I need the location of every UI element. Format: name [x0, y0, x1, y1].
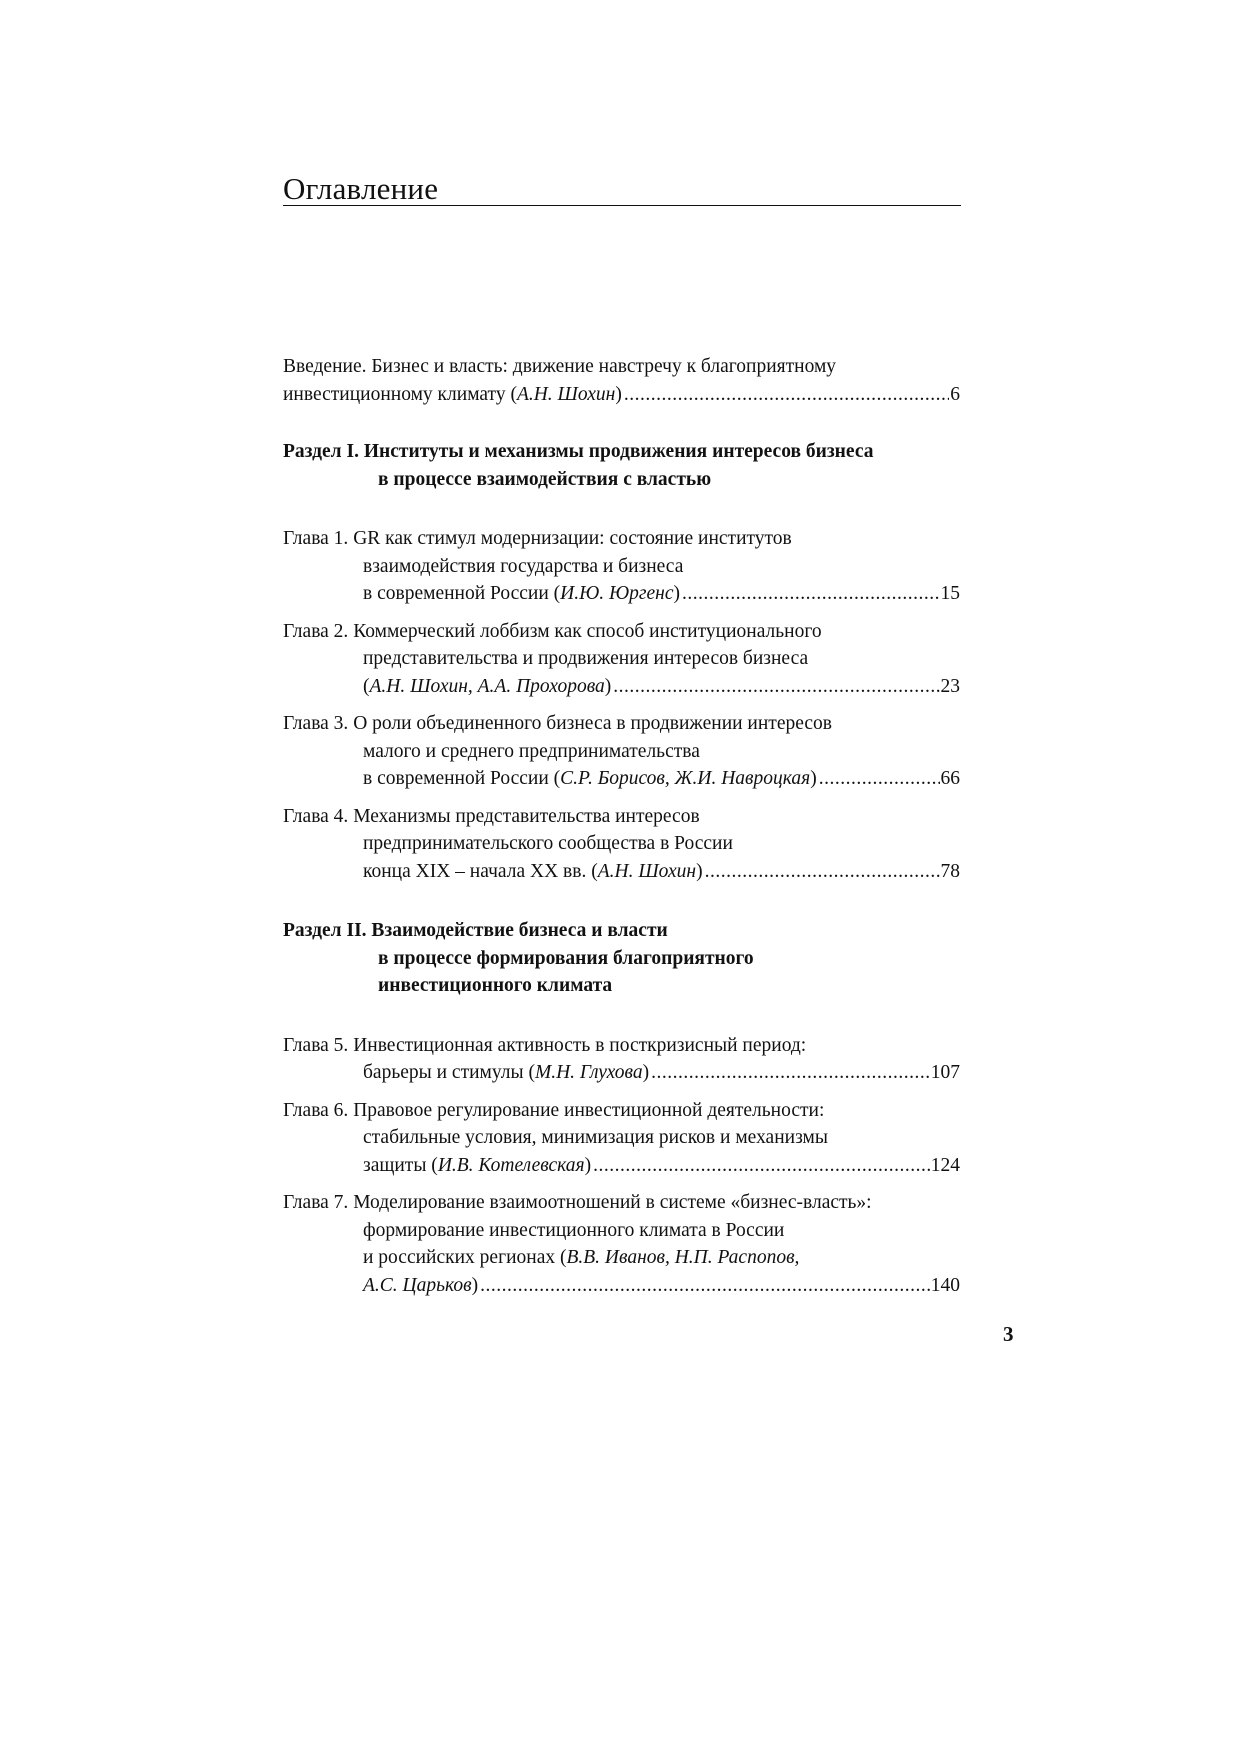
page-ref: 66	[940, 768, 960, 789]
entry-text: и российских регионах (	[363, 1247, 567, 1268]
section-label: Раздел II.	[283, 920, 367, 941]
page-number: 3	[1003, 1322, 1014, 1346]
page-ref: 15	[940, 583, 960, 604]
dot-leader	[705, 858, 940, 886]
entry-line: Введение. Бизнес и власть: движение навстречу к благоприятному	[283, 356, 837, 377]
entry-author: И.Ю. Юргенс	[560, 583, 674, 604]
dot-leader	[624, 381, 949, 409]
entry-text: формирование инвестиционного климата в России	[363, 1219, 785, 1241]
toc-entry-chapter-3[interactable]: Глава 3. О роли объединенного бизнеса в продвижении интересов малого и среднего предпринимательства в современной России (С.Р. Борисов, Ж.И. Навроцкая) ..... 66	[283, 710, 960, 793]
chapter-label: Глава 6.	[283, 1099, 349, 1121]
entry-text: GR как стимул модернизации: состояние институтов	[353, 528, 792, 549]
section-title: Институты и механизмы продвижения интересов бизнеса	[363, 441, 874, 462]
dot-leader	[682, 580, 940, 608]
entry-author: С.Р. Борисов, Ж.И. Навроцкая	[560, 768, 811, 789]
entry-author: И.В. Котелевская	[437, 1154, 585, 1176]
entry-author: В.В. Иванов, Н.П. Распопов,	[566, 1247, 800, 1268]
table-of-contents	[283, 353, 960, 1299]
page-ref: 124	[930, 1154, 960, 1176]
chapter-label: Глава 2.	[283, 620, 349, 642]
section-title: инвестиционного климата	[378, 975, 613, 996]
entry-author: А.Н. Шохин	[516, 383, 616, 405]
chapter-label: Глава 1.	[283, 528, 349, 549]
toc-entry-chapter-2[interactable]: Глава 2. Коммерческий лоббизм как способ институционального представительства и продвижения интересов бизнеса (А.Н. Шохин, А.А. Прохорова) ..... 23	[283, 618, 960, 701]
entry-text: Коммерческий лоббизм как способ институционального	[353, 620, 822, 642]
title-rule	[283, 205, 961, 206]
entry-text: Инвестиционная активность в посткризисный период:	[353, 1034, 807, 1056]
toc-entry-chapter-4[interactable]: Глава 4. Механизмы представительства интересов предпринимательского сообщества в России конца XIX – начала XX вв. (А.Н. Шохин) ..... 78	[283, 803, 960, 886]
entry-text: малого и среднего предпринимательства	[363, 740, 700, 762]
section-heading-2[interactable]	[283, 917, 960, 1000]
entry-text: Моделирование взаимоотношений в системе «бизнес-власть»:	[353, 1192, 872, 1213]
entry-text: стабильные условия, минимизация рисков и механизмы	[363, 1127, 828, 1148]
page-title: Оглавление	[283, 170, 439, 206]
entry-author: М.Н. Глухова	[534, 1062, 643, 1083]
page-ref: 107	[930, 1062, 960, 1083]
entry-text: О роли объединенного бизнеса в продвижении интересов	[353, 713, 832, 734]
page-ref: 23	[940, 675, 960, 697]
section-title: Взаимодействие бизнеса и власти	[371, 920, 668, 941]
page-ref: 78	[940, 860, 960, 882]
dot-leader	[480, 1272, 930, 1300]
toc-entry-chapter-1[interactable]: Глава 1. GR как стимул модернизации: состояние институтов взаимодействия государства и бизнеса в современной России (И.Ю. Юргенс) ..... 15	[283, 525, 960, 608]
toc-entry-chapter-7[interactable]: Глава 7. Моделирование взаимоотношений в системе «бизнес-власть»: формирование инвестиционного климата в России и российских регионах (В.В. Иванов, Н.П. Распопов, А.С. Царьков) ..... 140	[283, 1189, 960, 1299]
section-title: в процессе формирования благоприятного	[378, 947, 754, 969]
toc-entry-chapter-5[interactable]: Глава 5. Инвестиционная активность в посткризисный период: барьеры и стимулы (М.Н. Глухова) ..... 107	[283, 1032, 960, 1087]
entry-text: Правовое регулирование инвестиционной деятельности:	[353, 1099, 825, 1121]
entry-text: взаимодействия государства и бизнеса	[363, 555, 684, 577]
toc-entry-intro[interactable]: Введение. Бизнес и власть: движение навстречу к благоприятному инвестиционному климату (А.Н. Шохин) ..... 6	[283, 353, 960, 408]
dot-leader	[613, 673, 939, 701]
section-label: Раздел I.	[283, 441, 359, 462]
chapter-label: Глава 7.	[283, 1192, 349, 1213]
entry-author: А.Н. Шохин, А.А. Прохорова	[369, 675, 605, 697]
entry-author: А.Н. Шохин	[597, 860, 697, 882]
entry-author: А.С. Царьков	[363, 1274, 472, 1296]
chapter-label: Глава 5.	[283, 1034, 349, 1056]
section-heading-1[interactable]	[283, 438, 960, 493]
chapter-label: Глава 4.	[283, 805, 349, 827]
chapter-label: Глава 3.	[283, 713, 349, 734]
dot-leader	[593, 1152, 930, 1180]
section-title: в процессе взаимодействия с властью	[378, 468, 712, 490]
entry-text: представительства и продвижения интересов бизнеса	[363, 648, 809, 669]
dot-leader	[651, 1059, 930, 1087]
entry-text: Механизмы представительства интересов	[353, 805, 700, 827]
page-ref: 140	[930, 1274, 960, 1296]
entry-text: предпринимательского сообщества в России	[363, 833, 733, 854]
entry-text: инвестиционному климату (	[283, 383, 517, 405]
page-ref: 6	[950, 383, 960, 405]
dot-leader	[819, 765, 940, 793]
toc-entry-chapter-6[interactable]: Глава 6. Правовое регулирование инвестиционной деятельности: стабильные условия, минимизация рисков и механизмы защиты (И.В. Котелевская) ..... 124	[283, 1097, 960, 1180]
